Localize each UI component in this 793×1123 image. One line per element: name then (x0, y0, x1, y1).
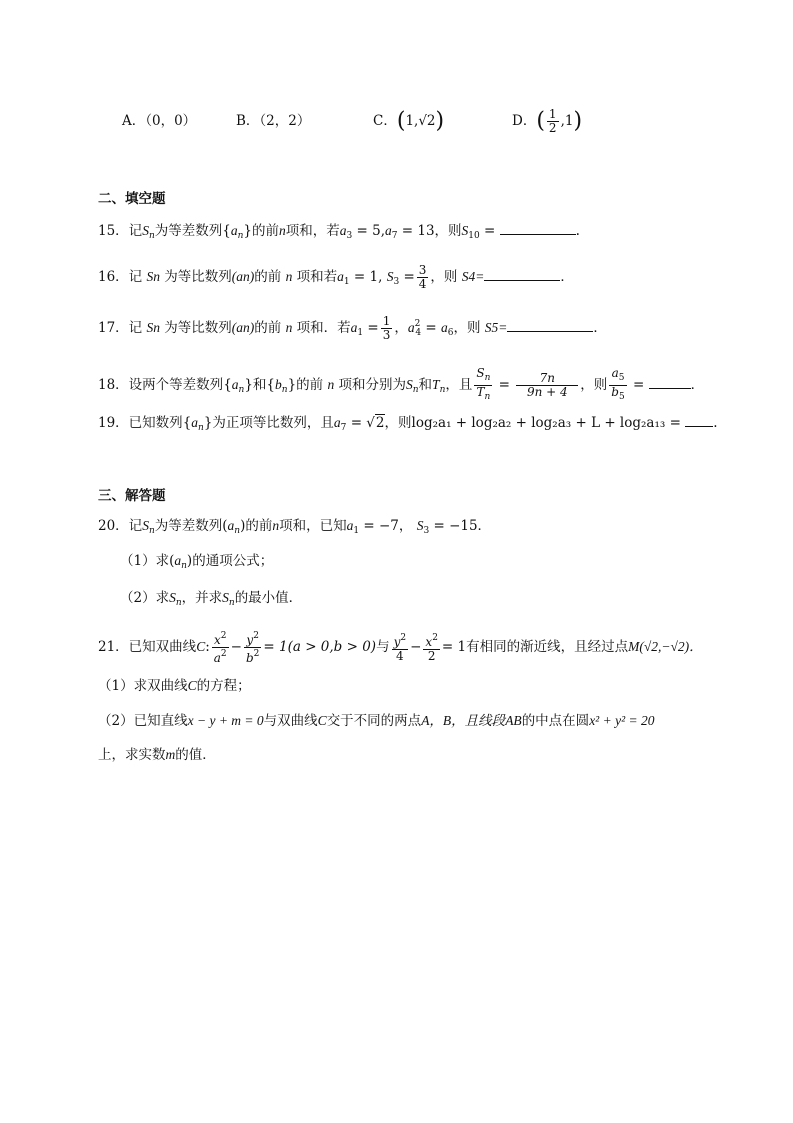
question-21-part-1: （1）求双曲线C的方程； (98, 678, 251, 694)
question-20-part-1: （1）求$(a_n)$的通项公式； (120, 553, 274, 571)
question-15: 15．记$S_n$为等差数列$\{a_n\}$的前n项和，若$a_3 = 5,a_7 = 13$，则$S_{10}$ = . (98, 223, 580, 241)
question-16: 16．记 Sn 为等比数列(an)的前 n 项和若$a_1 = 1$, $S_3$ = $\frac{3}{4}$ ，则 S4= ． (98, 263, 574, 291)
section-heading-solve: 三、解答题 (98, 488, 166, 504)
question-18: 18．设两个等差数列$\{a_n\}$和$\{b_n\}$的前 n 项和分别为$S_n$和$T_n$，且 $\frac{S_n}{T_n}$ = $\frac{7n}{9n + 4}$ ，则 $\frac{a_5}{b_5}$ = ． (98, 366, 705, 402)
question-21-part-2: （2）已知直线x − y + m = 0与双曲线C交于不同的两点A，B，且线段AB的中点在圆x² + y² = 20 (98, 713, 655, 729)
question-17: 17．记 Sn 为等比数列(an)的前 n 项和．若$a_1$ = $\frac{1}{3}$ ，$a^2_4 = a_6$，则 S5= ． (98, 314, 607, 342)
choice-a: A．（0，0） (122, 113, 197, 129)
question-19: 19．已知数列$\{a_n\}$为正项等比数列，且$a_7 = √2$，则log₂a₁ + log₂a₂ + log₂a₃ + L + log₂a₁₃ = . (98, 415, 718, 433)
question-21-part-2-cont: 上，求实数m的值． (98, 747, 216, 763)
choice-d: D．( $\frac{1}{2}$ ,1) (512, 107, 583, 135)
question-21: 21．已知双曲线C: $\frac{x^2}{a^2}$ − $\frac{y^2}{b^2}$ = 1(a > 0,b > 0)与 $\frac{y^2}{4}$ − $\frac{x^2}{2}$ = 1有相同的渐近线，且经过点M(√2,−√2)． (98, 631, 703, 665)
section-heading-fill-blank: 二、填空题 (98, 191, 166, 207)
question-20-part-2: （2）求$S_n$，并求$S_n$的最小值． (120, 590, 303, 608)
choice-b: B．（2，2） (236, 113, 311, 129)
question-20: 20．记$S_n$为等差数列$(a_n)$的前n项和，已知$a_1 = -7$， $S_3 = -15$． (98, 518, 492, 536)
choice-c: C．(1,√2) (373, 108, 445, 134)
